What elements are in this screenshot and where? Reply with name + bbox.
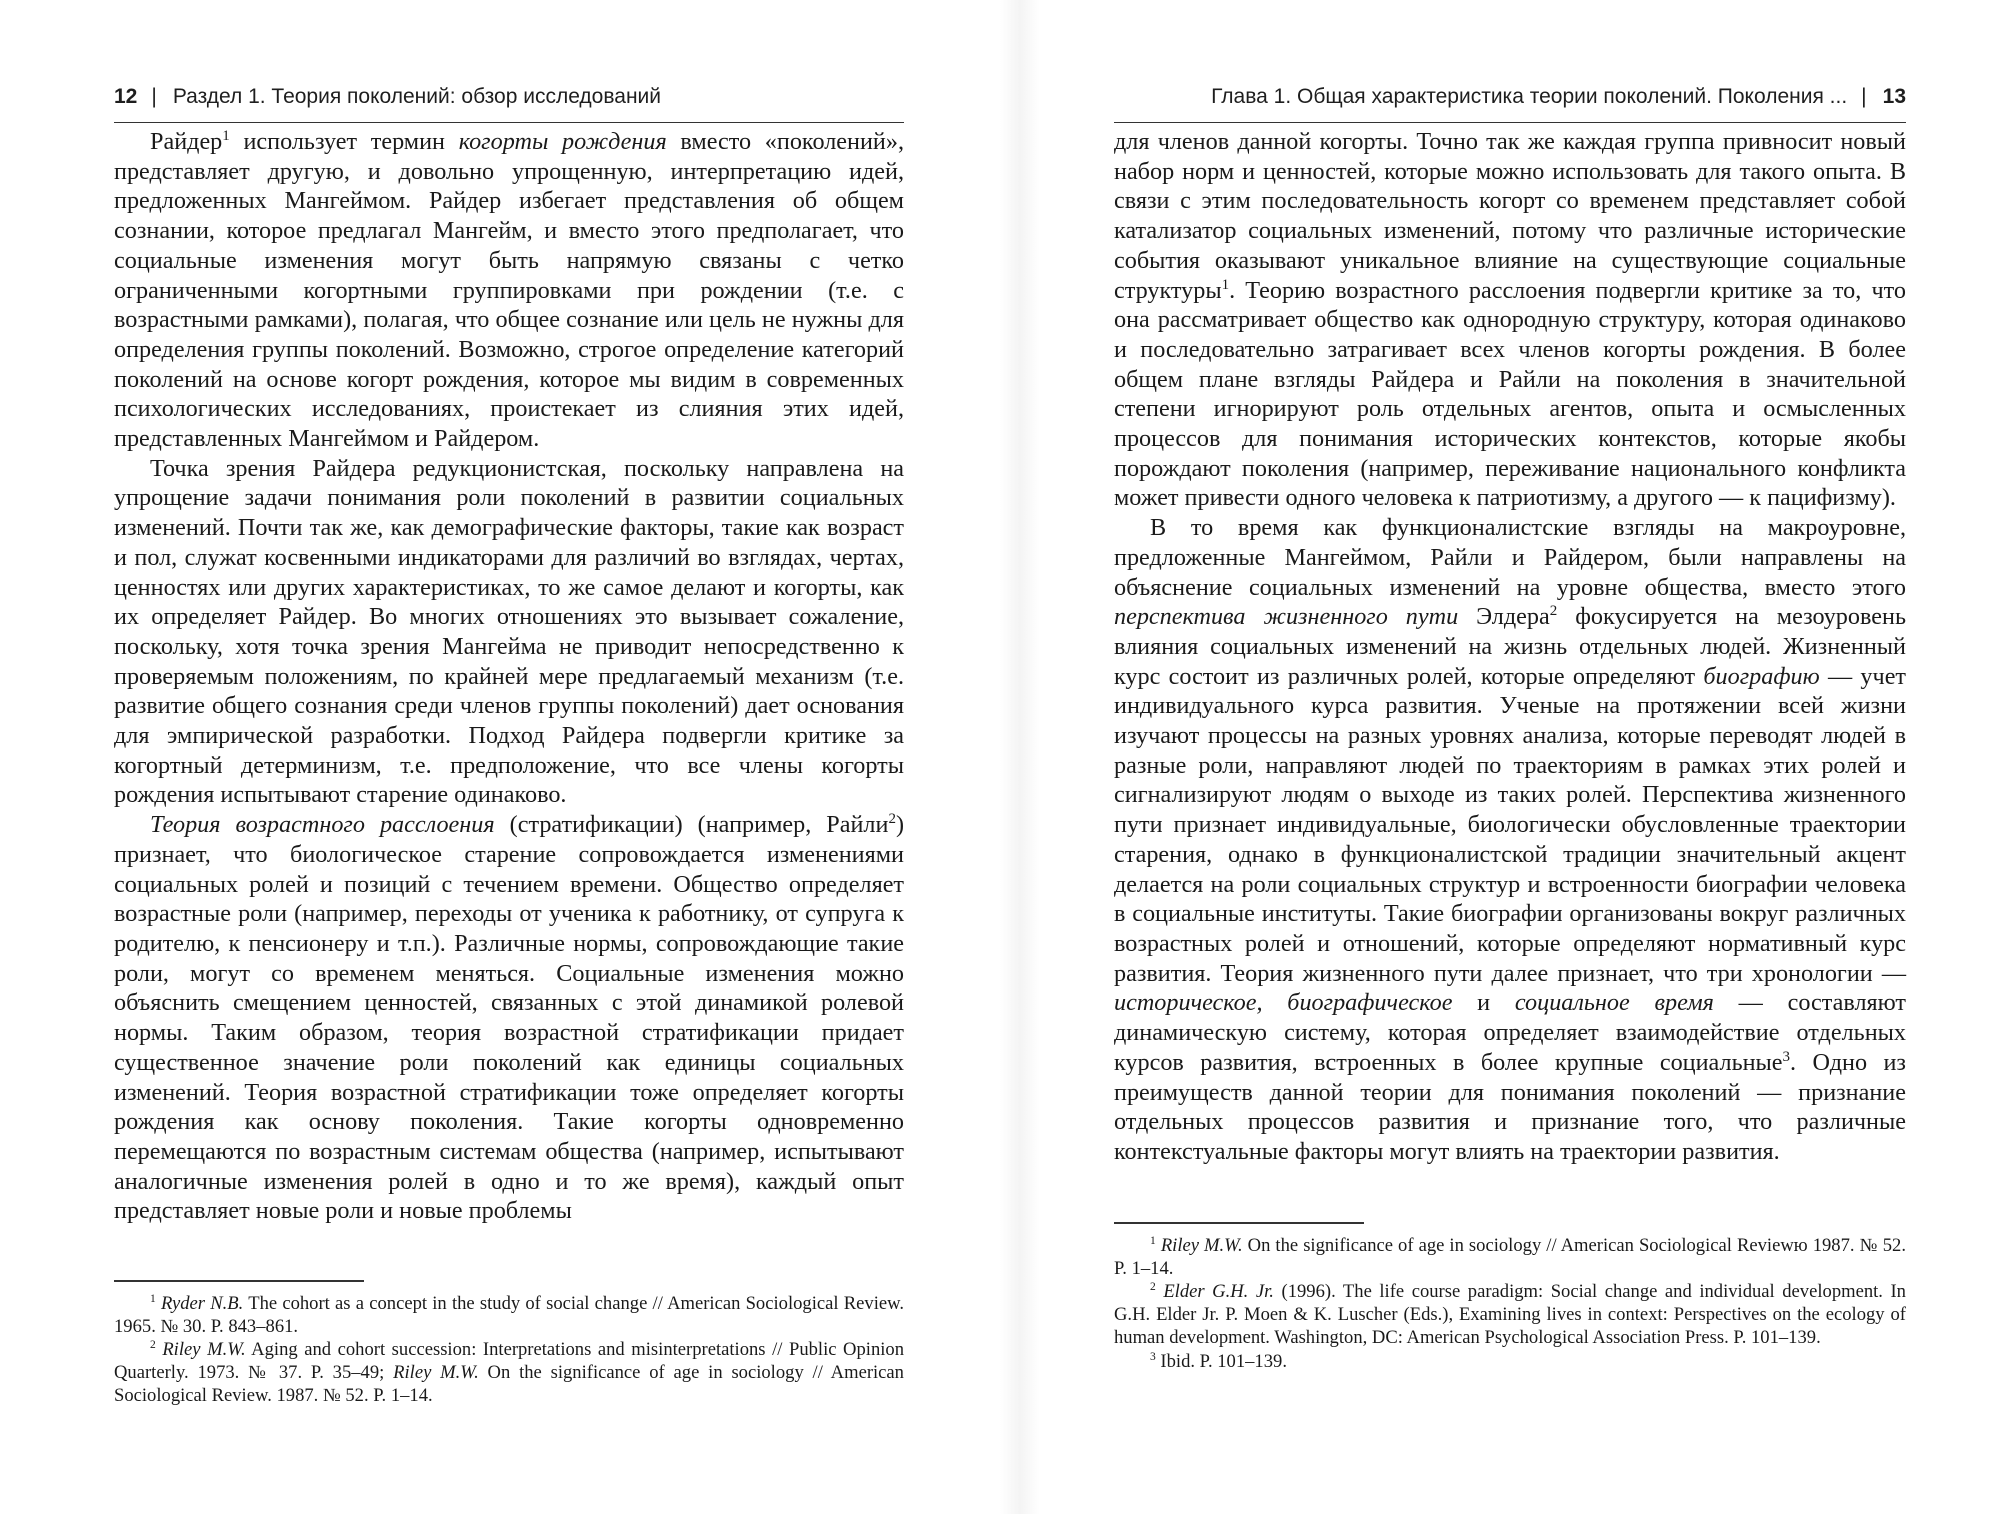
header-separator: | [1861,85,1867,108]
text-run: вместо «поколений», представляет другую, и довольно упрощенную, интерпретацию идей, предложенных Мангеймом. Райдер избегает представления об общем сознании, которое предлагал Мангейм, и вместо этого предполагает, что социальные изменения могут быть напрямую связаны с четко ограниченными когортными группировками при рождении (т.е. с возрастными рамками), полагая, что общее сознание или цель не нужны для определения группы поколений. Возможно, строгое определение категорий поколений на основе когорт рождения, которое мы видим в современных психологических исследованиях, проистекает из слияния этих идей, представленных Мангеймом и Райдером. [114,128,905,453]
italic-term: Elder G.H. Jr. [1163,1280,1274,1302]
left-body-text [114,127,904,1226]
text-run: Элдера [1458,603,1550,631]
footnote-marker: 1 [1221,276,1230,293]
footnote-marker: 1 [222,127,230,144]
text-run: . Теорию возрастного расслоения подвергли критике за то, что она рассматривает общество как однородную структуру, которая одинаково и последовательно затрагивает всех членов когорты рождения. В более общем плане взгляды Райдера и Райли на поколения в значительной степени игнорируют роль отдельных агентов, опыта и осмысленных процессов для понимания исторических контекстов, которые якобы порождают поколения (например, переживание национального конфликта может привести одного человека к патриотизму, а другого — к пацифизму). [1114,276,1906,512]
footnote-marker: 1 [1150,1234,1156,1247]
italic-term: Riley M.W. [393,1362,479,1384]
book-gutter [1000,0,1040,1514]
text-run: On the significance of age in sociology // American Sociological Review. 1987. № 52. P. 1–14. [114,1362,904,1407]
paragraph [1114,127,1906,513]
text-run: Ibid. P. 101–139. [1155,1350,1287,1372]
text-run: (1996). The life course paradigm: Social change and individual development. In G.H. Elder Jr. P. Moen & K. Luscher (Eds.), Examining lives in context: Perspectives on the ecology of human development. Washington, DC: American Psychological Association Press. P. 101–139. [1114,1280,1906,1349]
right-running-head [1114,82,1906,123]
footnote-marker: 3 [1782,1048,1791,1065]
paragraph [114,454,904,810]
italic-term: Ryder N.B. [160,1292,244,1314]
italic-term: Riley M.W. [162,1338,246,1360]
left-page [114,0,904,1514]
paragraph [114,810,904,1226]
text-run: . Одно из преимуществ данной теории для понимания поколений — признание отдельных процессов развития и признание того, что различные контекстуальные факторы могут влиять на траектории развития. [1114,1048,1906,1165]
text-run: и [1452,989,1515,1017]
footnote-rule [1114,1222,1364,1224]
text-run: (стратификации) (например, Райли [494,811,889,839]
italic-term: Теория возрастного расслоения [150,811,495,839]
left-footnotes [114,1280,904,1408]
text-run: фокусируется на мезоуровень влияния социальных изменений на жизнь отдельных людей. Жизненный курс состоит из различных ролей, которые определяют [1114,603,1906,690]
footnote [1114,1234,1906,1280]
italic-term: историческое, биографическое [1114,989,1453,1017]
right-header-title: Глава 1. Общая характеристика теории поколений. Поколения ... [1211,85,1848,108]
footnote [114,1338,904,1408]
footnote-marker: 3 [1150,1350,1156,1363]
text-run: Точка зрения Райдера редукционистская, поскольку направлена на упрощение задачи понимания роли поколений в развитии социальных изменений. Почти так же, как демографические факторы, такие как возраст и пол, служат косвенными индикаторами для различий во взглядах, чертах, ценностях или других характеристиках, то же самое делают и когорты, как их определяет Райдер. Во многих отношениях это вызывает сожаление, поскольку, хотя точка зрения Мангейма не приводит непосредственно к проверяемым положениям, по крайней мере предлагаемый механизм (т.е. развитие общего сознания среди членов группы поколений) дает основания для эмпирической разработки. Подход Райдера подвергли критике за когортный детерминизм, т.е. предположение, что все члены когорты рождения испытывают старение одинаково. [114,454,904,809]
footnote-rule [114,1280,364,1282]
right-body-text [1114,127,1906,1167]
text-run: Райдер [150,128,223,155]
text-run: В то время как функционалистские взгляды на макроуровне, предложенные Мангеймом, Райли и Райдером, были направлены на объяснение социальных изменений на уровне общества, вместо этого [1114,514,1906,601]
paragraph [1114,513,1906,1166]
footnote-marker: 2 [1150,1280,1156,1293]
text-run: использует термин [229,128,459,155]
header-separator: | [151,85,157,108]
text-run: Aging and cohort succession: Interpretations and misinterpretations // Public Opinion Quarterly. 1973. № 37. P. 35–49; [114,1338,904,1384]
left-header-title: Раздел 1. Теория поколений: обзор исследований [172,85,662,108]
footnote-marker: 2 [1549,603,1558,620]
paragraph [114,127,904,454]
text-run: для членов данной когорты. Точно так же каждая группа привносит новый набор норм и ценностей, которые можно использовать для такого опыта. В связи с этим последовательность когорт со временем представляет собой катализатор социальных изменений, потому что различные исторические события оказывают уникальное влияние на существующие социальные структуры [1114,128,1906,304]
text-run: ) признает, что биологическое старение сопровождается изменениями социальных ролей и позиций с течением времени. Общество определяет возрастные роли (например, переходы от ученика к работнику, от супруга к родителю, к пенсионеру и т.п.). Различные нормы, сопровождающие такие роли, могут со временем меняться. Социальные изменения можно объяснить смещением ценностей, связанных с этой динамикой ролевой нормы. Таким образом, теория возрастной стратификации придает существенное значение роли поколений как единицы социальных изменений. Теория возрастной стратификации тоже определяет когорты рождения как основу поколения. Такие когорты одновременно перемещаются по возрастным системам общества (например, испытывают аналогичные изменения ролей в одно и то же время), каждый опыт представляет новые роли и новые проблемы [114,811,904,1225]
footnote-marker: 1 [150,1292,156,1305]
italic-term: биографию [1703,662,1820,690]
italic-term: когорты рождения [458,128,667,155]
text-run: The cohort as a concept in the study of social change // American Sociological Review. 1965. № 30. P. 843–861. [114,1292,904,1337]
left-page-number: 12 [114,85,138,108]
text-run: — составляют динамическую систему, которая определяет взаимодействие отдельных курсов развития, встроенных в более крупные социальные [1114,989,1906,1076]
right-page [1114,0,1906,1514]
footnote [1114,1280,1906,1350]
right-footnotes [1114,1222,1906,1373]
text-run: On the significance of age in sociology // American Sociological Reviewю 1987. № 52. P. 1–14. [1114,1234,1906,1279]
left-running-head [114,82,904,123]
right-page-number: 13 [1882,85,1906,108]
italic-term: перспектива жизненного пути [1114,603,1459,631]
footnote [114,1292,904,1338]
italic-term: Riley M.W. [1160,1234,1243,1256]
footnote [1114,1350,1906,1373]
text-run: — учет индивидуального курса развития. Ученые на протяжении всей жизни изучают процессы на разных уровнях анализа, которые переводят людей в разные роли, направляют людей по траекториям в рамках этих ролей и сигнализируют людям о выходе из таких ролей. Перспектива жизненного пути признает индивидуальные, биологически обусловленные траектории старения, однако в функционалистской традиции значительный акцент делается на роли социальных структур и встроенности биографии человека в социальные институты. Такие биографии организованы вокруг различных возрастных ролей и отношений, которые определяют нормативный курс развития. Теория жизненного пути далее признает, что три хронологии — [1114,662,1906,987]
footnote-marker: 2 [150,1338,156,1351]
italic-term: социальное время [1514,989,1714,1017]
footnote-marker: 2 [888,811,896,828]
